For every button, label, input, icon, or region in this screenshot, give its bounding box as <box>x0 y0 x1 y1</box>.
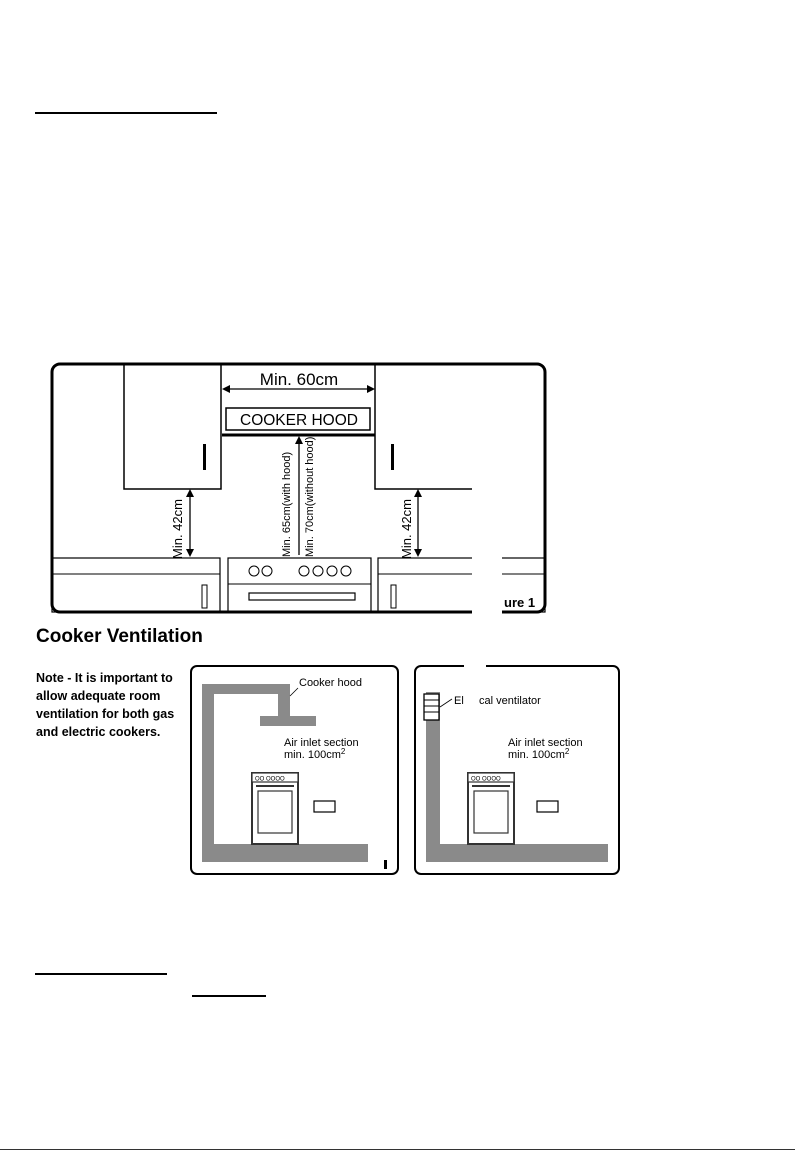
left-base-unit <box>52 558 220 612</box>
inlet-label-2: min. 100cm <box>284 749 341 761</box>
oven-handle <box>249 593 355 600</box>
heading-underline-bottom <box>35 973 167 975</box>
svg-text:min. 100cm2 <box>284 747 346 761</box>
right-clearance-label: Min. 42cm <box>399 499 414 559</box>
hood-duct <box>278 684 290 718</box>
electrical-ventilation-diagram <box>414 664 622 876</box>
inlet-label-1: Air inlet section <box>284 737 359 749</box>
without-hood-label: Min. 70cm(without hood) <box>304 436 316 557</box>
svg-text:OO OOOO: OO OOOO <box>471 776 501 783</box>
inlet-label-1: Air inlet section <box>508 737 583 749</box>
inlet-superscript: 2 <box>340 747 346 756</box>
kitchen-clearance-diagram <box>50 362 550 614</box>
cooker-hood-label: COOKER HOOD <box>240 412 358 429</box>
heading-underline-top <box>35 112 217 114</box>
page-bottom-rule <box>0 1149 795 1150</box>
right-wall-cabinet <box>375 364 472 489</box>
ventilator-label: El cal ventilator <box>454 695 541 707</box>
left-cabinet-handle <box>203 444 206 470</box>
hood-label: Cooker hood <box>299 677 362 689</box>
inlet-label-2: min. 100cm <box>508 749 565 761</box>
left-base-handle <box>202 585 207 608</box>
air-inlet <box>314 801 335 812</box>
inlet-superscript: 2 <box>564 747 570 756</box>
left-wall-cabinet <box>124 364 221 489</box>
left-clearance-label: Min. 42cm <box>170 499 185 559</box>
ventilation-note: Note - It is important to allow adequate room ventilation for both gas and electric cookers. <box>36 671 175 739</box>
width-label: Min. 60cm <box>259 370 339 389</box>
right-base-handle <box>391 585 396 608</box>
floor <box>202 844 368 862</box>
right-cabinet-handle <box>391 444 394 470</box>
with-hood-label: Min. 65cm(with hood) <box>281 451 293 557</box>
svg-text:min. 100cm2 <box>508 747 570 761</box>
floor <box>426 844 608 862</box>
cooker-hood <box>260 716 316 726</box>
electrical-ventilator <box>424 694 439 720</box>
figure-caption: ure 1 <box>504 595 536 610</box>
svg-text:OO OOOO: OO OOOO <box>255 776 285 783</box>
subheading-underline <box>192 995 266 997</box>
air-inlet <box>537 801 558 812</box>
ventilation-heading: Cooker Ventilation <box>36 626 203 647</box>
hood-ventilation-diagram <box>190 664 400 876</box>
cooker-unit <box>228 558 371 612</box>
cover-strip <box>472 462 502 614</box>
